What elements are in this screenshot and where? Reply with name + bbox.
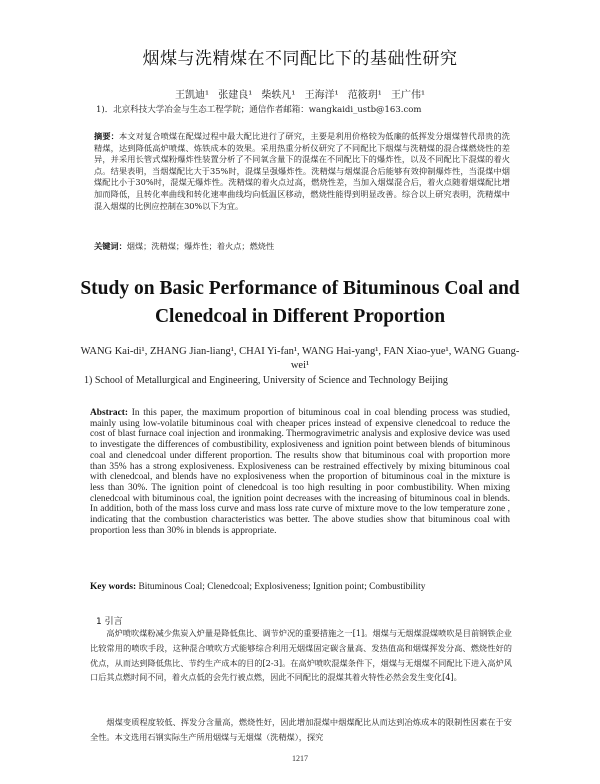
chinese-affiliation: 1)．北京科技大学冶金与生态工程学院；通信作者邮箱：wangkaidi_ustb@163.com — [96, 105, 422, 115]
section-heading-introduction: 1 引言 — [96, 617, 123, 627]
chinese-title: 烟煤与洗精煤在不同配比下的基础性研究 — [142, 49, 458, 69]
chinese-abstract — [94, 131, 510, 212]
english-abstract — [90, 408, 510, 536]
english-abstract-label: Abstract: — [90, 408, 129, 418]
english-affiliation: 1) School of Metallurgical and Engineering, University of Science and Technology Beijing — [84, 375, 448, 386]
english-abstract-text: In this paper, the maximum proportion of bituminous coal in coal blending process was studied, mainly using low-volatile bituminous coal with cheaper prices instead of expensive clenedcoal to reduce the cost of blast furnace coal injection and ironmaking. Thermogravimetric analysis and explosive device was used to investigate the differences of combustibility, explosiveness and ignition point between blends of bituminous coal and clenedcoal under different proportion. The results show that bituminous coal with proportion more than 35% has a strong explosiveness. Explosiveness can be restrained effectively by mixing bituminous coal with clenedcoal, and blends have no explosiveness when the proportion of bituminous coal in the mixture is less than 30%. The ignition point of clenedcoal is too high resulting in poor combustibility. When mixing clenedcoal with bituminous coal, the ignition point decreases with the increasing of bituminous coal in blends. In addition, both of the mass loss curve and mass loss rate curve of mixture move to the low temperature zone , indicating that the combustion characteristics was better. The above studies show that bituminous coal with proportion less than 30% in blends is appropriate. — [90, 408, 510, 536]
body-paragraph: 高炉喷吹煤粉减少焦炭入炉量是降低焦比、调节炉况的重要措施之一[1]。烟煤与无烟煤混煤喷吹是目前钢铁企业比较常用的喷吹手段，这种混合喷吹方式能够综合利用无烟煤固定碳含量高、发热值高和烟煤挥发分高、燃烧性好的优点，从而达到降低焦比、节约生产成本的目的[2-3]。在高炉喷吹混煤条件下，烟煤与无烟煤不同配比下进入高炉风口后其点燃时间不同，着火点低的会先行被点燃，因此不同配比的混煤其着火特性必然会发生变化[4]。 — [90, 628, 512, 683]
body-paragraph: 烟煤变质程度较低、挥发分含量高，燃烧性好，因此增加混煤中烟煤配比从而达到冶炼成本的限制性因素在于安全性。本文选用石钢实际生产所用烟煤与无烟煤（洗精煤），探究 — [90, 717, 512, 742]
english-keywords-label: Key words: — [90, 582, 137, 592]
chinese-abstract-text: 本文对复合喷煤在配煤过程中最大配比进行了研究，主要是利用价格较为低廉的低挥发分烟煤替代昂贵的洗精煤，达到降低高炉喷煤、炼铁成本的效果。采用热重分析仪研究了不同配比下烟煤与洗精煤的混合煤燃烧性的差异，并采用长管式煤粉爆炸性装置分析了不同氧含量下的混煤在不同配比下的爆炸性，以及不同配比下混煤的着火点。结果表明，当烟煤配比大于35%时，混煤呈强爆炸性。洗精煤与烟煤混合后能够有效抑制爆炸性，当混煤中烟煤配比小于30%时，混煤无爆炸性。洗精煤的着火点过高，燃烧性差，当加入烟煤混合后，着火点随着烟煤配比增加而降低，且转化率曲线和转化速率曲线均向低温区移动，燃烧性能得到明显改善。综合以上研究表明，洗精煤中混入烟煤的比例应控制在30%以下为宜。 — [94, 131, 510, 211]
chinese-authors: 王凯迪¹ 张建良¹ 柴轶凡¹ 王海洋¹ 范筱玥¹ 王广伟¹ — [175, 90, 425, 101]
page-number: 1217 — [292, 754, 308, 763]
english-authors: WANG Kai-di¹, ZHANG Jian-liang¹, CHAI Yi-fan¹, WANG Hai-yang¹, FAN Xiao-yue¹, WANG Guang-wei¹ — [80, 346, 520, 371]
english-keywords-text: Bituminous Coal; Clenedcoal; Explosiveness; Ignition point; Combustibility — [138, 582, 426, 592]
english-keywords — [90, 582, 510, 592]
english-title: Study on Basic Performance of Bituminous Coal and Clenedcoal in Different Proportion — [80, 278, 520, 327]
chinese-keywords-text: 烟煤；洗精煤；爆炸性；着火点；燃烧性 — [126, 241, 275, 251]
chinese-abstract-label: 摘要： — [94, 131, 119, 141]
chinese-keywords — [94, 241, 510, 252]
chinese-keywords-label: 关键词： — [94, 241, 127, 251]
